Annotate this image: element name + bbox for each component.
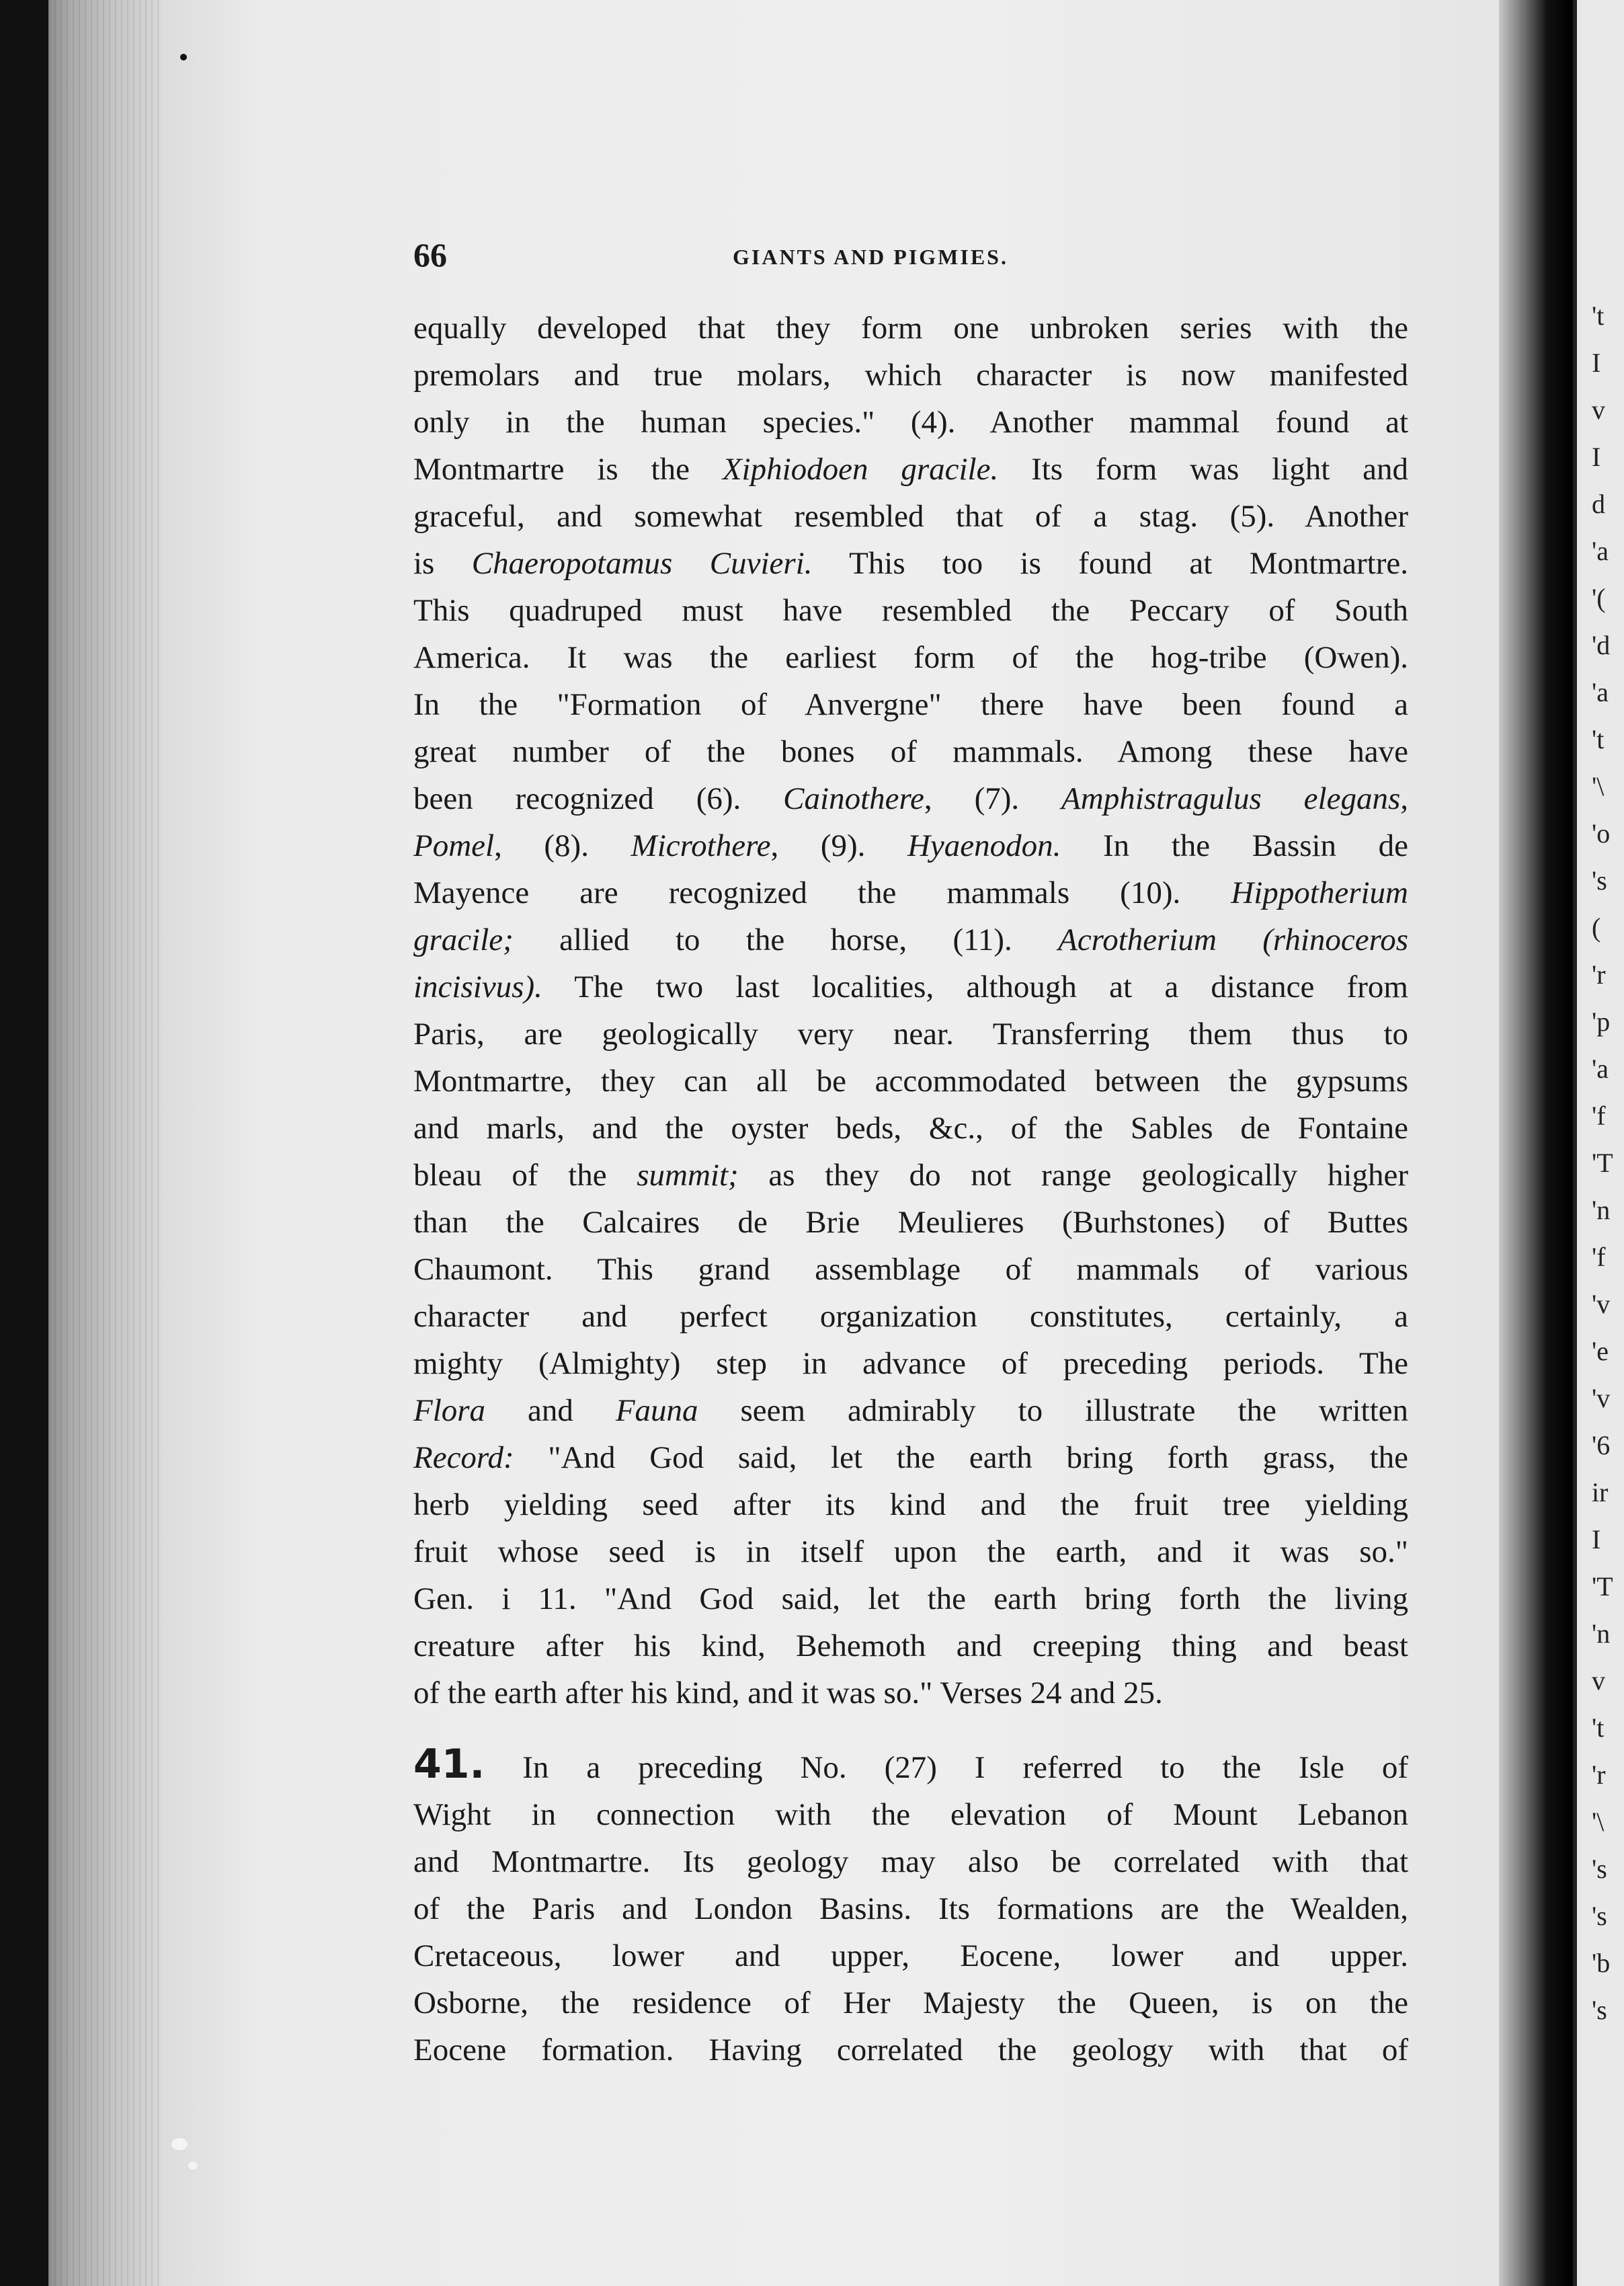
scan-speck <box>188 2162 198 2170</box>
text-fragment: is <box>413 546 472 581</box>
text-line: character and perfect organization constitutes, certainly, a <box>413 1299 1408 1334</box>
running-title: GIANTS AND PIGMIES. <box>733 245 1008 269</box>
text-fragment: , (8). <box>494 828 631 863</box>
text-fragment: Montmartre is the <box>413 452 723 487</box>
italic-species-name: Microthere <box>631 828 771 863</box>
text-line <box>413 822 1408 869</box>
text-fragment: In a preceding No. (27) I referred to the Isle of <box>485 1750 1408 1785</box>
italic-word: Flora <box>413 1393 486 1428</box>
paragraph-number: 41. <box>413 1741 485 1788</box>
text-line: Chaumont. This grand assemblage of mammals of various <box>413 1252 1408 1287</box>
text-fragment: bleau of the <box>413 1158 637 1193</box>
text-line <box>413 916 1408 963</box>
text-fragment: The two last localities, although at a distance from <box>542 970 1408 1004</box>
italic-species-name: Cainothere <box>783 781 924 816</box>
text-line <box>413 869 1408 916</box>
text-fragment: and <box>485 1393 616 1428</box>
italic-word: Record: <box>413 1440 514 1475</box>
italic-word: summit; <box>637 1158 739 1193</box>
text-fragment: seem admirably to illustrate the written <box>698 1393 1408 1428</box>
text-line: and marls, and the oyster beds, &c., of the Sables de Fontaine <box>413 1111 1408 1146</box>
italic-word: Fauna <box>615 1393 698 1428</box>
italic-species-name: gracile; <box>413 922 514 957</box>
text-fragment: , (9). <box>770 828 907 863</box>
text-line: creature after his kind, Behemoth and creeping thing and beast <box>413 1628 1408 1663</box>
paragraph-gap <box>413 1717 1408 1741</box>
text-line: In the "Formation of Anvergne" there have been found a <box>413 687 1408 722</box>
text-line: only in the human species." (4). Another mammal found at <box>413 405 1408 440</box>
text-line: America. It was the earliest form of the hog-tribe (Owen). <box>413 640 1408 675</box>
text-line <box>413 775 1408 822</box>
text-fragment: This too is found at Montmartre. <box>812 546 1408 581</box>
page-header <box>413 235 1408 282</box>
text-fragment: allied to the horse, (11). <box>513 922 1059 957</box>
text-line <box>413 540 1408 587</box>
text-line <box>413 1387 1408 1434</box>
text-line <box>413 1152 1408 1199</box>
scan-speck <box>180 54 187 61</box>
text-line: equally developed that they form one unbroken series with the <box>413 311 1408 346</box>
section-41-line: Osborne, the residence of Her Majesty the Queen, is on the <box>413 1985 1408 2020</box>
text-line: of the earth after his kind, and it was so." Verses 24 and 25. <box>413 1676 1163 1710</box>
scan-speck <box>171 2138 188 2150</box>
italic-species-name: Hippotherium <box>1231 875 1408 910</box>
page-number: 66 <box>413 236 447 274</box>
text-line: This quadruped must have resembled the Peccary of South <box>413 593 1408 628</box>
text-line: premolars and true molars, which character is now manifested <box>413 358 1408 393</box>
text-fragment: been recognized (6). <box>413 781 784 816</box>
text-fragment: In the Bassin de <box>1061 828 1408 863</box>
text-line: fruit whose seed is in itself upon the earth, and it was so." <box>413 1534 1408 1569</box>
page-body-text <box>413 305 1408 2074</box>
section-41-line: Wight in connection with the elevation of Mount Lebanon <box>413 1797 1408 1832</box>
italic-species-name: Hyaenodon. <box>907 828 1061 863</box>
text-line: Gen. i 11. "And God said, let the earth bring forth the living <box>413 1581 1408 1616</box>
opposite-page-text: 't I v I d 'a '( 'd 'a 't '\ 'o 's ( 'r 'p 'a 'f 'T 'n 'f 'v 'e 'v '6 ir I 'T 'n v 't 'r '\ 's 's 'b 's <box>1592 301 1613 2025</box>
section-41-line <box>413 1741 1408 1791</box>
text-fragment: "And God said, let the earth bring forth grass, the <box>514 1440 1408 1475</box>
text-line: Paris, are geologically very near. Transferring them thus to <box>413 1017 1408 1052</box>
text-fragment: Its form was light and <box>998 452 1408 487</box>
book-binding-edge <box>0 0 48 2286</box>
italic-species-name: Chaeropotamus Cuvieri. <box>471 546 813 581</box>
italic-species-name: Xiphiodoen gracile. <box>722 452 999 487</box>
text-line <box>413 446 1408 493</box>
italic-species-name: Amphistragulus elegans, <box>1061 781 1408 816</box>
section-41-line: of the Paris and London Basins. Its formations are the Wealden, <box>413 1891 1408 1926</box>
text-line: mighty (Almighty) step in advance of preceding periods. The <box>413 1346 1408 1381</box>
text-fragment: , (7). <box>924 781 1062 816</box>
text-fragment: as they do not range geologically higher <box>738 1158 1408 1193</box>
italic-species-name: Acrotherium (rhinoceros <box>1058 922 1408 957</box>
text-line: graceful, and somewhat resembled that of a stag. (5). Another <box>413 499 1408 534</box>
text-line <box>413 963 1408 1011</box>
text-line <box>413 1434 1408 1481</box>
text-line: herb yielding seed after its kind and the fruit tree yielding <box>413 1487 1408 1522</box>
page-stack-lines <box>48 0 161 2286</box>
text-line: great number of the bones of mammals. Among these have <box>413 734 1408 769</box>
italic-species-name: incisivus). <box>413 970 542 1004</box>
text-line: Montmartre, they can all be accommodated between the gypsums <box>413 1064 1408 1099</box>
italic-species-name: Pomel <box>413 828 495 863</box>
section-41-line: Cretaceous, lower and upper, Eocene, lower and upper. <box>413 1938 1408 1973</box>
text-fragment: Mayence are recognized the mammals (10). <box>413 875 1231 910</box>
section-41-line: and Montmartre. Its geology may also be correlated with that <box>413 1844 1408 1879</box>
section-41-line: Eocene formation. Having correlated the geology with that of <box>413 2033 1408 2067</box>
book-gutter <box>1499 0 1573 2286</box>
text-line: than the Calcaires de Brie Meulieres (Burhstones) of Buttes <box>413 1205 1408 1240</box>
